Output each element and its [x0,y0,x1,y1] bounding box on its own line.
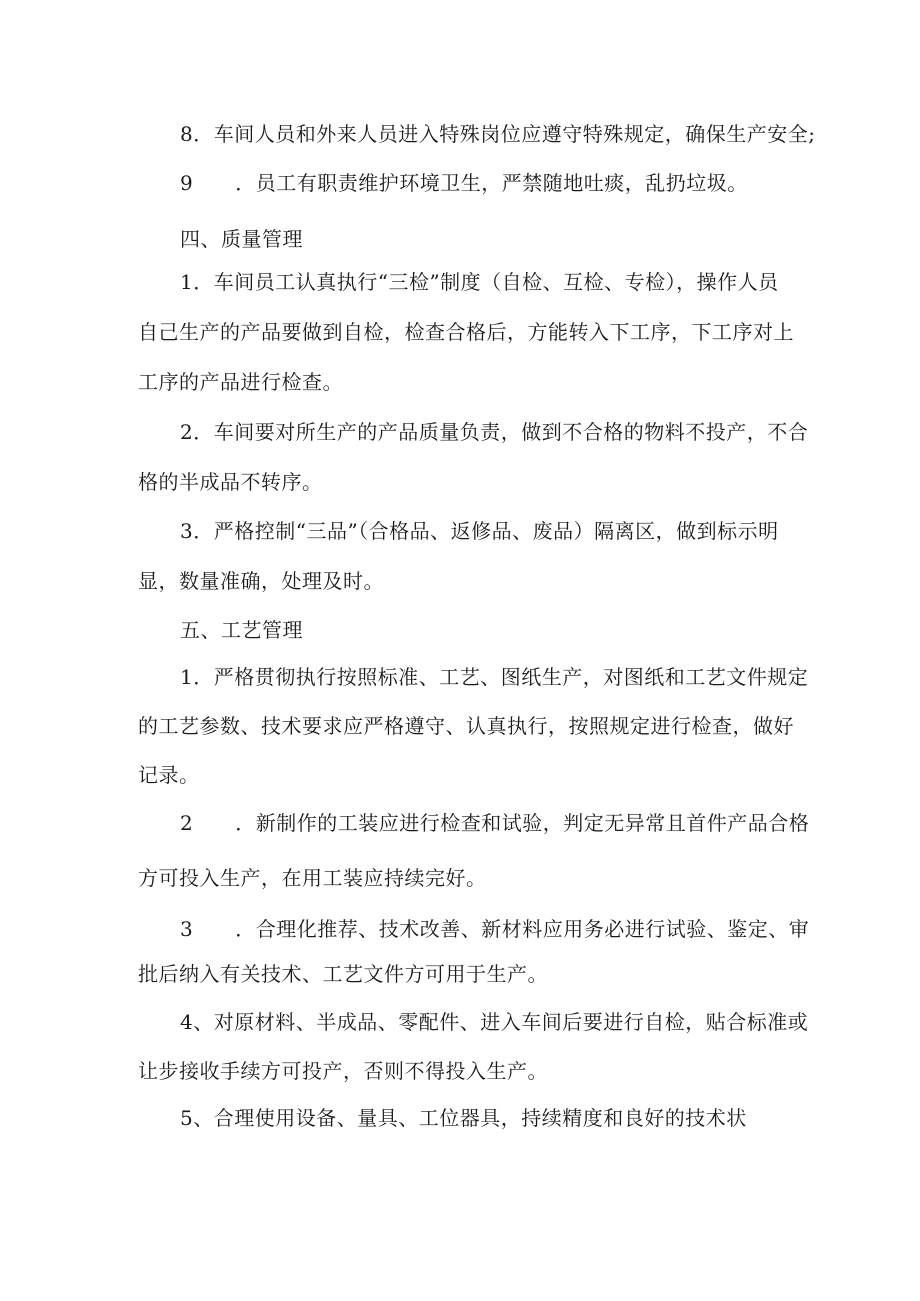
line-text: 的工艺参数、技术要求应严格遵守、认真执行，按照规定进行检查，做好 [138,714,794,738]
paragraph-line [180,1010,808,1034]
paragraph-line [138,763,200,787]
line-text: ．合理化推荐、技术改善、新材料应用务必进行试验、鉴定、审 [235,917,810,941]
paragraph-line [180,519,779,543]
line-text: 方可投入生产，在用工装应持续完好。 [138,866,487,890]
paragraph-line [138,470,323,494]
line-text: 格的半成品不转序。 [138,470,323,494]
line-text: 1．严格贯彻执行按照标准、工艺、图纸生产，对图纸和工艺文件规定 [180,665,809,689]
paragraph-line [138,866,487,890]
line-text: 3．严格控制“三品”（合格品、返修品、废品）隔离区，做到标示明 [180,519,779,543]
line-text: 自己生产的产品要做到自检，检查合格后，方能转入下工序，下工序对上 [138,320,794,344]
line-text: 4、对原材料、半成品、零配件、进入车间后要进行自检，贴合标准或 [180,1010,809,1034]
line-text: ．员工有职责维护环境卫生，严禁随地吐痰，乱扔垃圾。 [235,171,748,195]
paragraph-line [180,665,808,689]
list-number: 3 [180,917,194,941]
line-text: 1．车间员工认真执行“三检”制度（自检、互检、专检），操作人员 [180,270,779,294]
line-text: 让步接收手续方可投产，否则不得投入生产。 [138,1059,548,1083]
line-text: 工序的产品进行检查。 [138,370,343,394]
section-heading [180,618,303,642]
list-number: 2 [180,811,194,835]
line-text: 批后纳入有关技术、工艺文件方可用于生产。 [138,962,548,986]
paragraph-line [138,1059,548,1083]
line-text: 2．车间要对所生产的产品质量负责，做到不合格的物料不投产，不合 [180,420,809,444]
line-text: 显，数量准确，处理及时。 [138,569,384,593]
paragraph-line [180,122,815,146]
paragraph-line [138,370,343,394]
paragraph-line [138,320,794,344]
paragraph-line [180,171,748,195]
paragraph-line [180,270,779,294]
paragraph-line [138,714,794,738]
paragraph-line [138,962,548,986]
paragraph-line [180,1106,747,1130]
line-text: 5、合理使用设备、量具、工位器具，持续精度和良好的技术状 [180,1106,747,1130]
line-text: 8．车间人员和外来人员进入特殊岗位应遵守特殊规定，确保生产安全; [180,122,816,146]
paragraph-line [138,569,384,593]
heading-text: 五、工艺管理 [180,618,303,642]
section-heading [180,227,303,251]
line-text: 记录。 [138,763,200,787]
paragraph-line [180,811,809,835]
paragraph-line [180,420,808,444]
line-text: ．新制作的工装应进行检查和试验，判定无异常且首件产品合格 [235,811,810,835]
heading-text: 四、质量管理 [180,227,303,251]
list-number: 9 [180,171,194,195]
paragraph-line [180,917,809,941]
